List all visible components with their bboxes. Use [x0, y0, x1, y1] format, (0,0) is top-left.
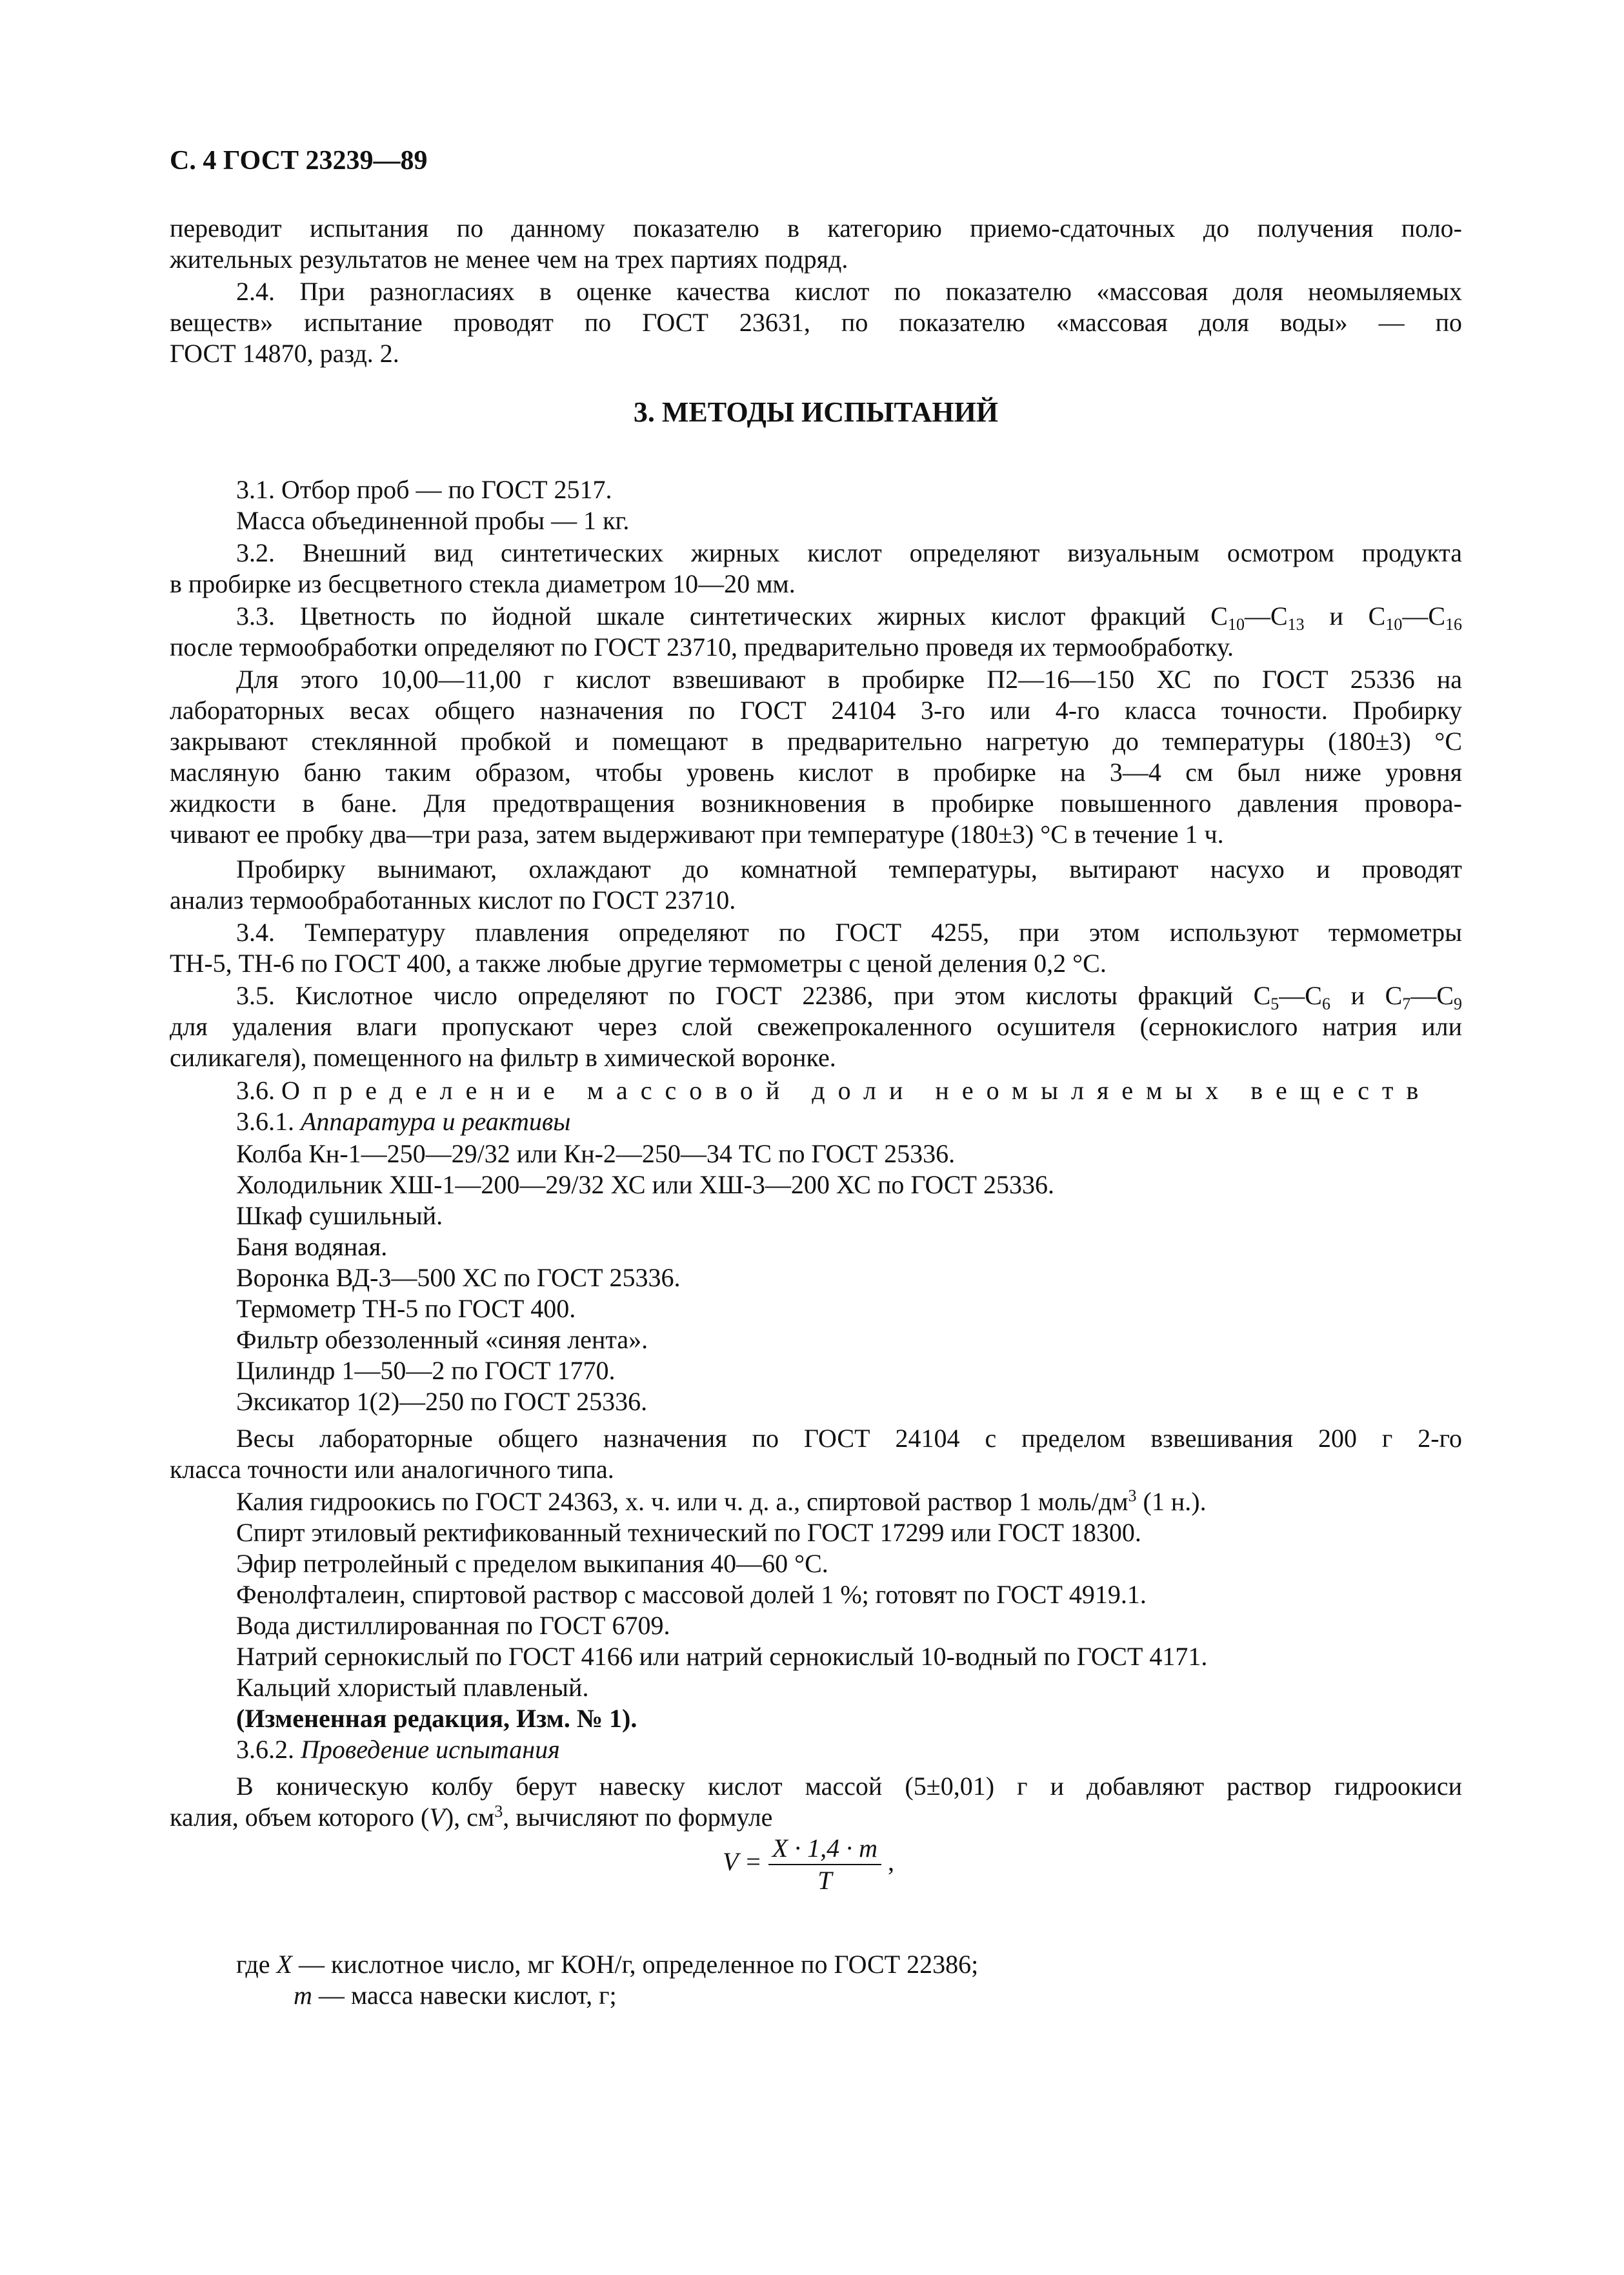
- section-title: 3. МЕТОДЫ ИСПЫТАНИЙ: [633, 396, 999, 428]
- intro-paragraph: [170, 213, 1462, 275]
- paragraph-3-2: [170, 538, 1462, 600]
- subsection-heading: 3.6. Определение массовой доли неомыляемых веществ: [236, 1076, 1432, 1105]
- list-item: Термометр ТН-5 по ГОСТ 400.: [236, 1294, 576, 1323]
- text-line: Пробирку вынимают, охлаждают до комнатной температуры, вытирают насухо и проводят: [236, 854, 1462, 884]
- text-line: где X — кислотное число, мг КОН/г, определенное по ГОСТ 22386;: [236, 1950, 979, 1979]
- text-line: 3.5. Кислотное число определяют по ГОСТ 22386, при этом кислоты фракций $C_5—C_6$ и $C_7—C_9$: [236, 981, 1462, 1013]
- list-item: Воронка ВД-3—500 ХС по ГОСТ 25336.: [236, 1263, 681, 1292]
- list-item: Спирт этиловый ректификованный технический по ГОСТ 17299 или ГОСТ 18300.: [236, 1518, 1141, 1547]
- text-line: ТН-5, ТН-6 по ГОСТ 400, а также любые другие термометры с ценой деления 0,2 °С.: [170, 949, 1107, 978]
- text-line: В коническую колбу берут навеску кислот массой (5±0,01) г и добавляют раствор гидроокиси: [236, 1772, 1462, 1801]
- text-line: анализ термообработанных кислот по ГОСТ 23710.: [170, 885, 736, 915]
- list-item: Холодильник ХШ-1—200—29/32 ХС или ХШ-3—200 ХС по ГОСТ 25336.: [236, 1170, 1054, 1199]
- paragraph-2-4: [170, 276, 1462, 369]
- text-line: калия, объем которого (V), $см^3$, вычисляют по формуле: [170, 1802, 773, 1832]
- formula-tail: ,: [888, 1847, 895, 1877]
- text-line: жидкости в бане. Для предотвращения возникновения в пробирке повышенного давления провора-: [170, 789, 1462, 818]
- paragraph-3-3: [170, 601, 1462, 663]
- subsection-heading: 3.6.2. Проведение испытания: [236, 1735, 560, 1764]
- formula-denominator: T: [817, 1866, 832, 1895]
- paragraph-3-1: [170, 474, 1462, 536]
- text-line: ГОСТ 14870, разд. 2.: [170, 339, 399, 368]
- page-header: С. 4 ГОСТ 23239—89: [170, 146, 428, 176]
- text-line: m — масса навески кислот, г;: [294, 1981, 617, 2010]
- text-line: Масса объединенной пробы — 1 кг.: [236, 506, 630, 535]
- text-line: лабораторных весах общего назначения по ГОСТ 24104 3-го или 4-го класса точности. Пробирку: [170, 696, 1462, 725]
- text-line: 2.4. При разногласиях в оценке качества кислот по показателю «массовая доля неомыляемых: [236, 277, 1462, 306]
- text-line: в пробирке из бесцветного стекла диаметром 10—20 мм.: [170, 569, 796, 598]
- list-item: Шкаф сушильный.: [236, 1201, 443, 1230]
- list-item: Вода дистиллированная по ГОСТ 6709.: [236, 1611, 670, 1640]
- text-line: после термообработки определяют по ГОСТ 23710, предварительно проведя их термообработку.: [170, 632, 1234, 662]
- text-line: чивают ее пробку два—три раза, затем выдерживают при температуре (180±3) °С в течение 1 ч.: [170, 820, 1224, 849]
- volume-formula: [723, 1833, 894, 1896]
- text-line: класса точности или аналогичного типа.: [170, 1455, 614, 1484]
- paragraph-3-6-2: [170, 1771, 1462, 1833]
- text-line: для удаления влаги пропускают через слой свежепрокаленного осушителя (сернокислого натрия или: [170, 1012, 1462, 1041]
- text-line: силикагеля), помещенного на фильтр в химической воронке.: [170, 1043, 836, 1072]
- formula-numerator: X · 1,4 · m: [768, 1833, 881, 1865]
- text-line: масляную баню таким образом, чтобы уровень кислот в пробирке на 3—4 см был ниже уровня: [170, 758, 1462, 787]
- list-item: Эфир петролейный с пределом выкипания 40—60 °С.: [236, 1549, 828, 1578]
- text-line: Весы лабораторные общего назначения по ГОСТ 24104 с пределом взвешивания 200 г 2-го: [236, 1424, 1462, 1453]
- equipment-list: [170, 1138, 1462, 1417]
- text-line: переводит испытания по данному показателю в категорию приемо-сдаточных до получения поло-: [170, 214, 1462, 243]
- list-item: Баня водяная.: [236, 1232, 388, 1261]
- formula-lhs: V =: [723, 1847, 762, 1877]
- paragraph-3-3-procedure: [170, 664, 1462, 850]
- list-item: Кальций хлористый плавленый.: [236, 1673, 589, 1702]
- text-line: 3.2. Внешний вид синтетических жирных кислот определяют визуальным осмотром продукта: [236, 538, 1462, 567]
- formula-legend: [170, 1949, 1462, 2011]
- reagents-list: [170, 1486, 1462, 1765]
- paragraph-3-3-end: [170, 854, 1462, 916]
- list-item: Фильтр обеззоленный «синяя лента».: [236, 1325, 648, 1354]
- text-line: 3.3. Цветность по йодной шкале синтетических жирных кислот фракций $C_{10}—C_{13}$ и $C_{10}—C_{16}$: [236, 602, 1462, 634]
- paragraph-3-6: [170, 1075, 1462, 1137]
- paragraph-3-5: [170, 980, 1462, 1073]
- text-line: жительных результатов не менее чем на трех партиях подряд.: [170, 245, 848, 274]
- text-line: закрывают стеклянной пробкой и помещают в предварительно нагретую до температуры (180±3) °С: [170, 727, 1462, 756]
- text-line: 3.4. Температуру плавления определяют по ГОСТ 4255, при этом используют термометры: [236, 918, 1462, 947]
- formula-fraction: [768, 1833, 881, 1896]
- paragraph-3-4: [170, 917, 1462, 979]
- list-item: Эксикатор 1(2)—250 по ГОСТ 25336.: [236, 1387, 648, 1416]
- text-line: Для этого 10,00—11,00 г кислот взвешивают в пробирке П2—16—150 ХС по ГОСТ 25336 на: [236, 665, 1462, 694]
- list-item: Фенолфталеин, спиртовой раствор с массовой долей 1 %; готовят по ГОСТ 4919.1.: [236, 1580, 1147, 1609]
- revision-note: (Измененная редакция, Изм. № 1).: [236, 1704, 637, 1733]
- scales-item: [170, 1423, 1462, 1485]
- list-item: Калия гидроокись по ГОСТ 24363, х. ч. или ч. д. а., спиртовой раствор 1 моль/$дм^3$ (1 н.).: [236, 1486, 1207, 1516]
- list-item: Цилиндр 1—50—2 по ГОСТ 1770.: [236, 1356, 616, 1385]
- subsection-heading: 3.6.1. Аппаратура и реактивы: [236, 1107, 571, 1136]
- list-item: Колба Кн-1—250—29/32 или Кн-2—250—34 ТС по ГОСТ 25336.: [236, 1139, 956, 1168]
- list-item: Натрий сернокислый по ГОСТ 4166 или натрий сернокислый 10-водный по ГОСТ 4171.: [236, 1642, 1208, 1671]
- text-line: 3.1. Отбор проб — по ГОСТ 2517.: [236, 475, 612, 504]
- text-line: веществ» испытание проводят по ГОСТ 23631, по показателю «массовая доля воды» — по: [170, 308, 1462, 337]
